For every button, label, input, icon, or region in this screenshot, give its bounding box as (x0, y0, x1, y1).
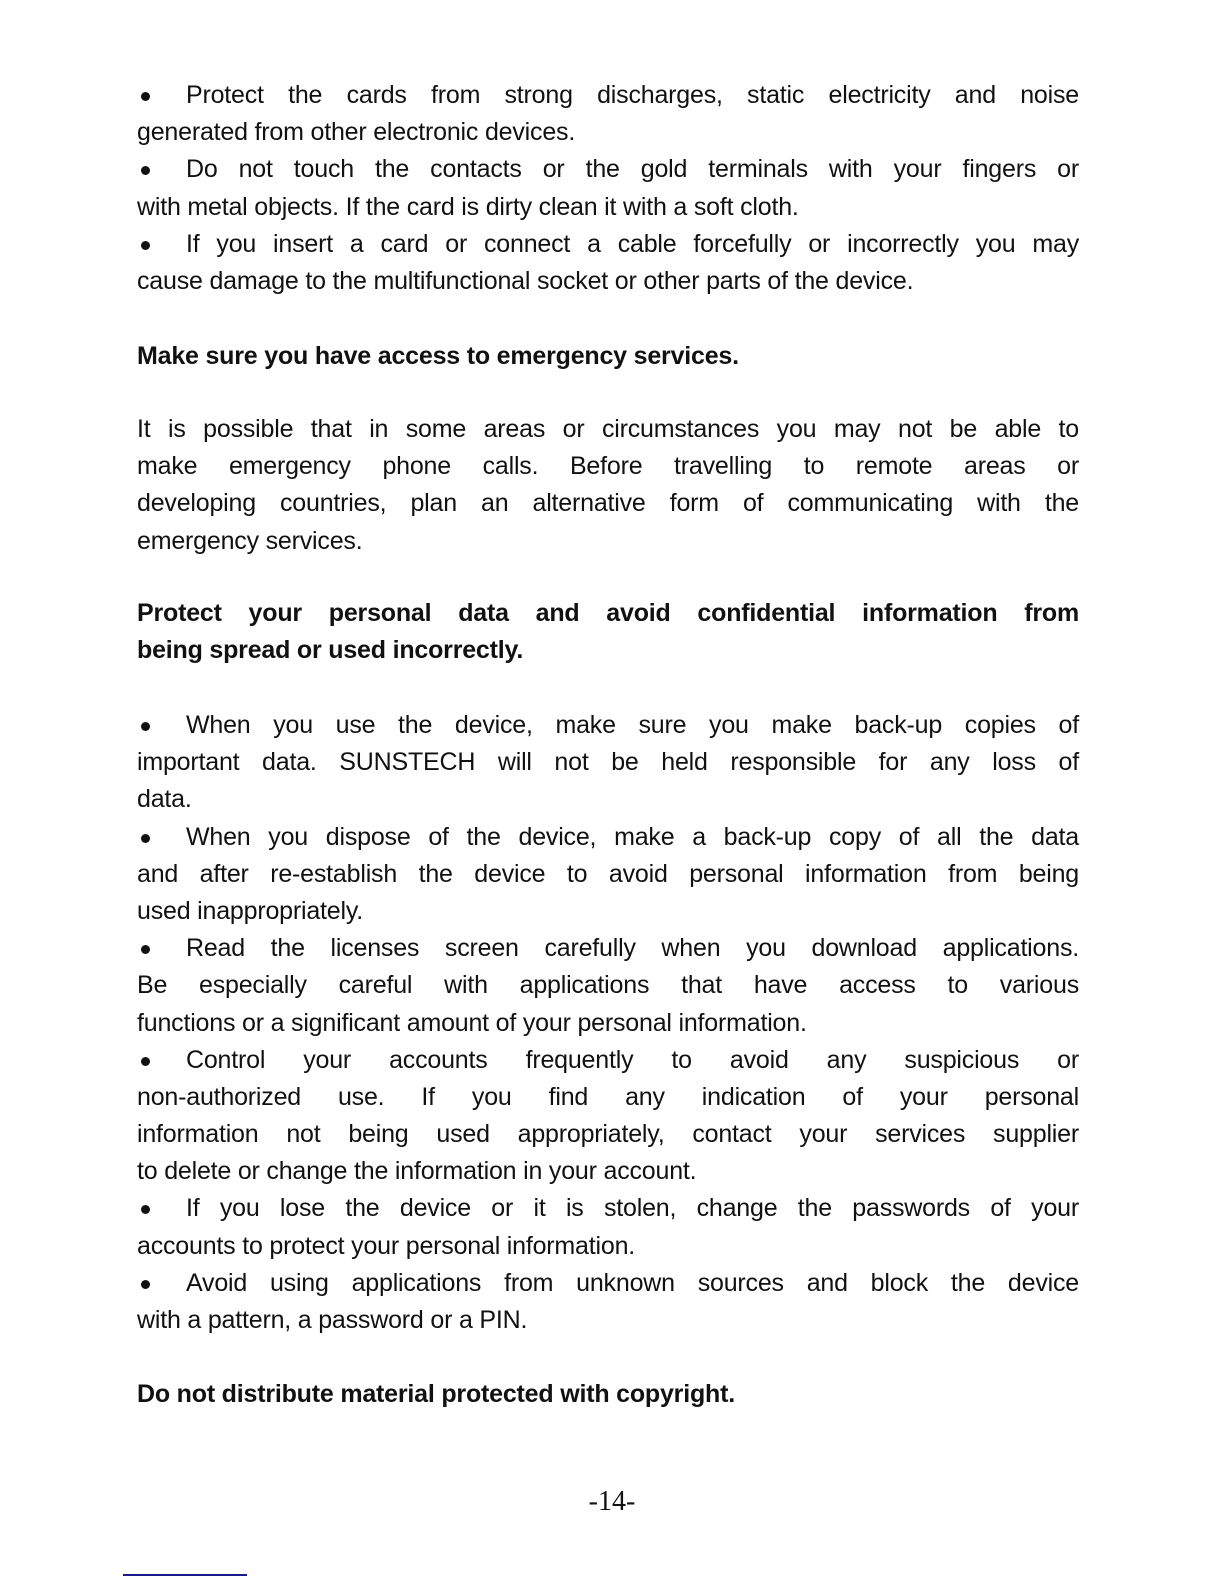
line-text: Do not touch the contacts or the gold terminals with your fingers or (186, 155, 1079, 184)
paragraph-emergency-services (137, 411, 1079, 560)
text-line (137, 1005, 1079, 1042)
line-text: It is possible that in some areas or circumstances you may not be able to (137, 415, 1079, 443)
line-text: with a pattern, a password or a PIN. (137, 1306, 528, 1334)
line-text: and after re-establish the device to avoid personal information from being (137, 859, 1079, 888)
line-text: information not being used appropriately, contact your services supplier (137, 1120, 1079, 1149)
line-text: cause damage to the multifunctional socket or other parts of the device. (137, 266, 914, 295)
list-item (137, 930, 1079, 1042)
list-item (137, 1190, 1079, 1264)
bullet-icon (141, 92, 150, 101)
text-line (137, 595, 1079, 632)
list-item (137, 1265, 1079, 1339)
text-line (137, 485, 1079, 522)
text-line (137, 1042, 1079, 1079)
text-line (137, 77, 1079, 114)
list-item (137, 819, 1079, 931)
line-text: emergency services. (137, 526, 363, 555)
text-line (137, 1376, 1079, 1413)
heading-copyright (137, 1376, 1079, 1413)
line-text: developing countries, plan an alternative form of communicating with the (137, 489, 1079, 518)
bullet-list-personal-data (137, 707, 1079, 1339)
list-item (137, 226, 1079, 300)
text-line (137, 1153, 1079, 1190)
line-text: being spread or used incorrectly. (137, 636, 524, 665)
line-text: When you dispose of the device, make a back-up copy of all the data (186, 822, 1079, 851)
bullet-icon (141, 1057, 150, 1066)
list-item (137, 77, 1079, 151)
list-item (137, 151, 1079, 225)
bullet-icon (141, 166, 150, 175)
line-text: accounts to protect your personal information. (137, 1231, 636, 1260)
text-line (137, 151, 1079, 188)
text-line (137, 744, 1079, 781)
text-line (137, 1190, 1079, 1227)
line-text: non-authorized use. If you find any indication of your personal (137, 1082, 1079, 1111)
heading-personal-data (137, 595, 1079, 669)
footnote-rule (123, 1574, 247, 1576)
text-line (137, 781, 1079, 818)
line-text: important data. SUNSTECH will not be held responsible for any loss of (137, 748, 1079, 777)
bullet-icon (141, 722, 150, 731)
bullet-icon (141, 241, 150, 250)
text-line (137, 523, 1079, 560)
line-text: data. (137, 785, 192, 814)
line-text: make emergency phone calls. Before travelling to remote areas or (137, 452, 1079, 481)
text-line (137, 856, 1079, 893)
line-text: Avoid using applications from unknown sources and block the device (186, 1268, 1079, 1297)
text-line (137, 1228, 1079, 1265)
text-line (137, 189, 1079, 226)
line-text: functions or a significant amount of your personal information. (137, 1008, 807, 1037)
bullet-icon (141, 945, 150, 954)
text-line (137, 226, 1079, 263)
line-text: Be especially careful with applications that have access to various (137, 971, 1079, 1000)
text-line (137, 893, 1079, 930)
line-text: used inappropriately. (137, 896, 364, 925)
text-line (137, 632, 1079, 669)
line-text: If you lose the device or it is stolen, change the passwords of your (186, 1194, 1079, 1223)
text-line (137, 338, 1079, 375)
text-line (137, 1302, 1079, 1339)
text-line (137, 1116, 1079, 1153)
line-text: Protect your personal data and avoid confidential information from (137, 599, 1079, 627)
bullet-list-card-care (137, 77, 1079, 300)
bullet-icon (141, 1205, 150, 1214)
text-line (137, 819, 1079, 856)
line-text: Do not distribute material protected with copyright. (137, 1380, 735, 1408)
list-item (137, 1042, 1079, 1191)
text-line (137, 448, 1079, 485)
text-line (137, 263, 1079, 300)
text-line (137, 114, 1079, 151)
bullet-icon (141, 834, 150, 843)
text-line (137, 1265, 1079, 1302)
text-line (137, 411, 1079, 448)
list-item (137, 707, 1079, 819)
text-line (137, 707, 1079, 744)
text-line (137, 967, 1079, 1004)
line-text: If you insert a card or connect a cable forcefully or incorrectly you may (186, 229, 1079, 258)
page-number: -14- (588, 1486, 636, 1517)
line-text: with metal objects. If the card is dirty clean it with a soft cloth. (137, 192, 799, 221)
line-text: generated from other electronic devices. (137, 118, 576, 147)
line-text: to delete or change the information in your account. (137, 1157, 697, 1186)
line-text: Control your accounts frequently to avoid any suspicious or (186, 1045, 1079, 1074)
line-text: When you use the device, make sure you make back-up copies of (186, 711, 1079, 739)
bullet-icon (141, 1280, 150, 1289)
line-text: Read the licenses screen carefully when you download applications. (186, 934, 1079, 963)
text-line (137, 1079, 1079, 1116)
line-text: Protect the cards from strong discharges, static electricity and noise (186, 81, 1079, 109)
text-line (137, 930, 1079, 967)
line-text: Make sure you have access to emergency services. (137, 342, 739, 370)
heading-emergency-services (137, 338, 1079, 375)
